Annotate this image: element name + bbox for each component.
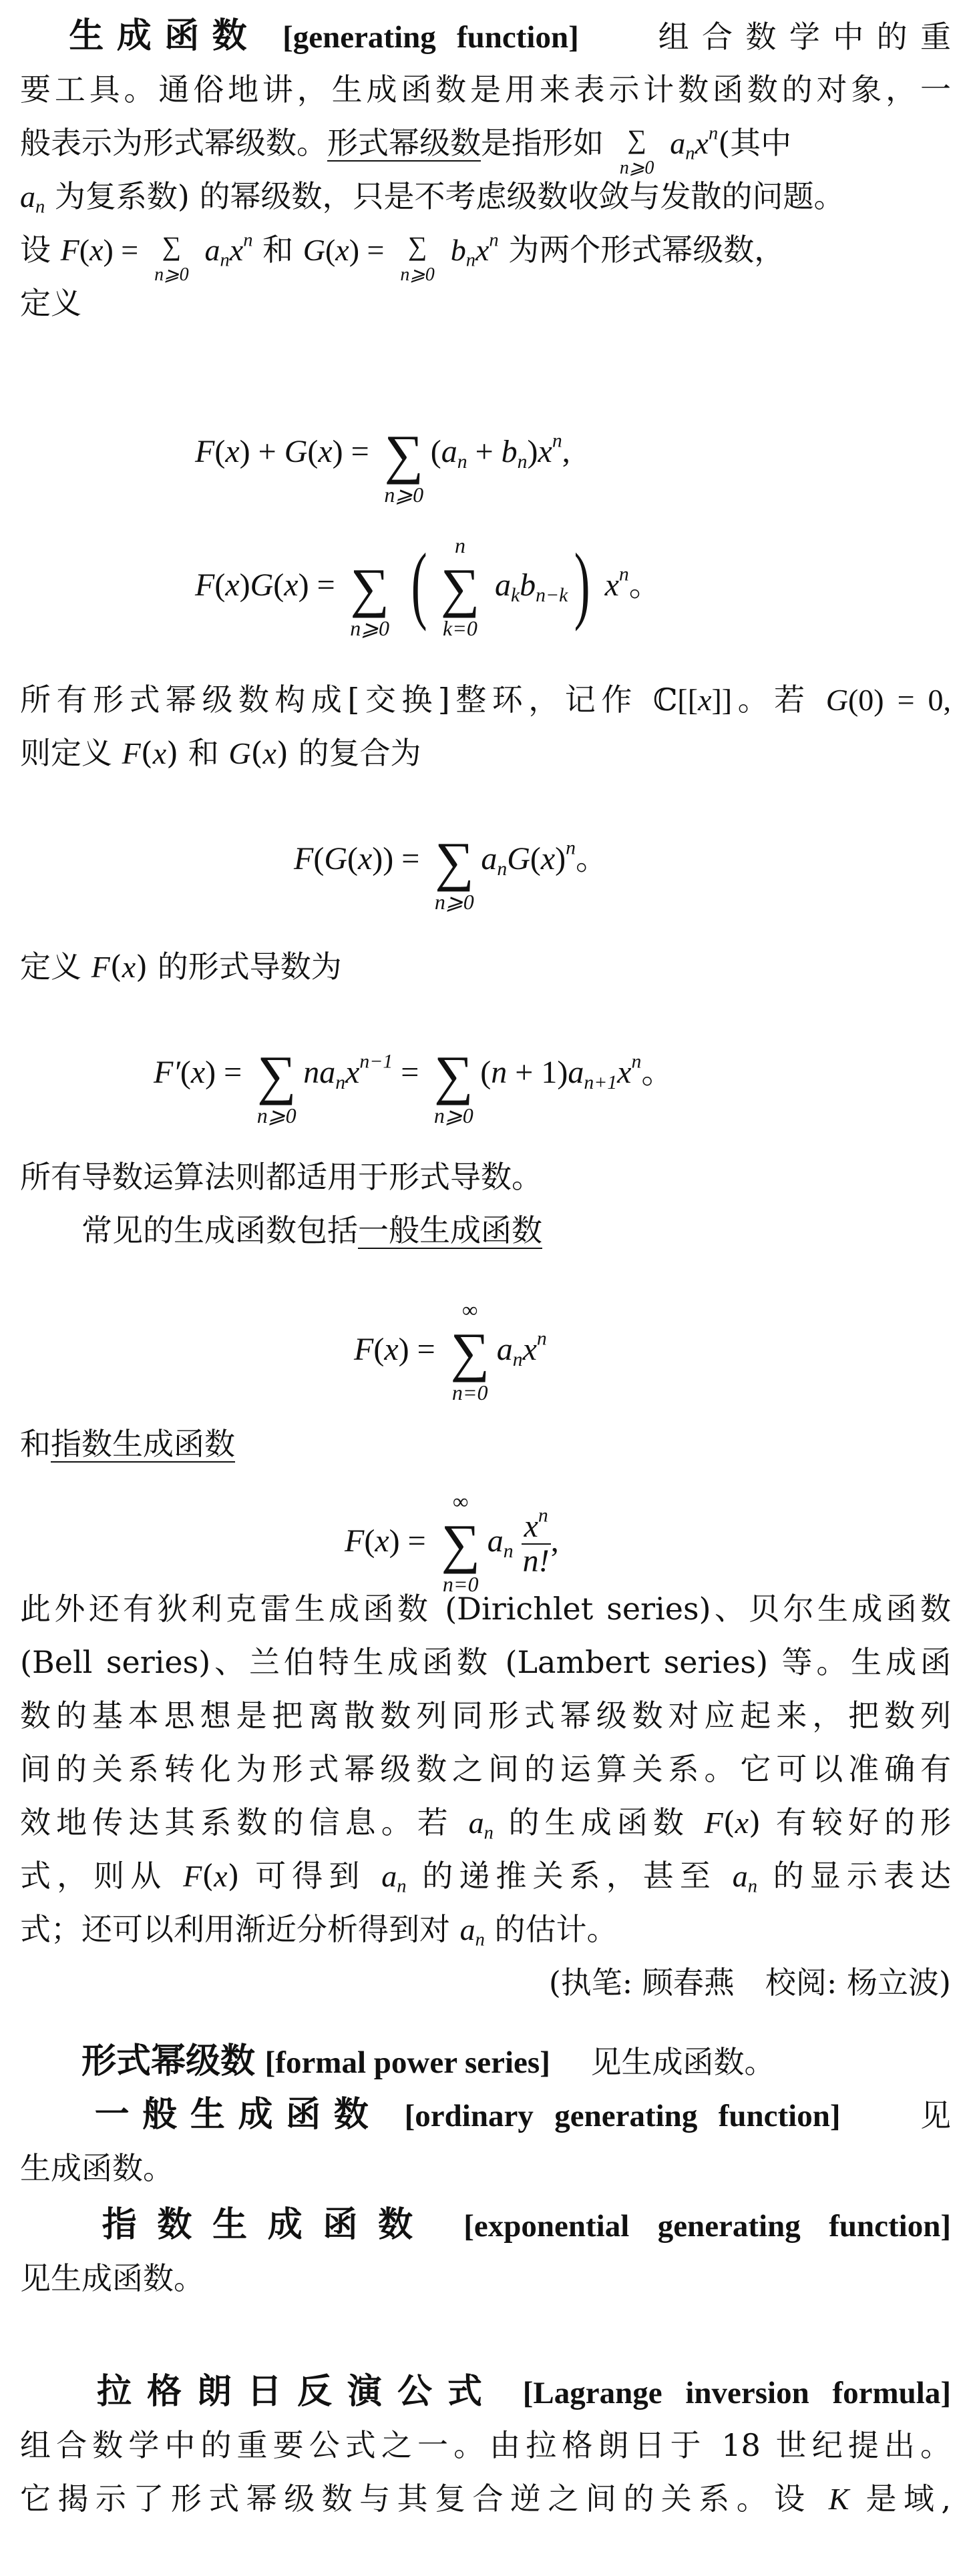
entry-title: 生成函数 [56, 16, 260, 56]
entry-text-line: (Bell series)、兰伯特生成函数 (Lambert series) 等。生成函 [20, 1644, 951, 1680]
entry-text-line: 它揭示了形式幂级数与其复合逆之间的关系。设 K 是域, [20, 2481, 952, 2517]
entry-text-line: 式；还可以利用渐近分析得到对 $a_n$ 的估计。 [20, 1911, 618, 1951]
entry-text-line [20, 2149, 951, 2187]
entry-text-line: 般表示为形式幂级数。形式幂级数是指形如 ∑ n⩾0 $a_nx^n$(其中 [20, 123, 792, 178]
entry-text-line: 常见的生成函数包括一般生成函数 [81, 1212, 542, 1248]
entry-text-line: 要工具。通俗地讲，生成函数是用来表示计数函数的对象，一 [20, 71, 951, 107]
entry-text-line [20, 2260, 951, 2297]
entry-text-line: 组合数学中的重要公式之一。由拉格朗日于 18 世纪提出。 [20, 2427, 951, 2463]
entry-title: 一般生成函数 [81, 2095, 382, 2135]
cross-reference-link[interactable]: 形式幂级数 [327, 125, 481, 161]
entry-text-line: 此外还有狄利克雷生成函数 (Dirichlet series)、贝尔生成函数 [20, 1591, 951, 1627]
entry-title: 形式幂级数 [81, 2041, 256, 2081]
entry-text-line: 定义 [20, 285, 81, 321]
entry-english-term: [exponential generating function] [463, 2209, 951, 2244]
equation-composition: F(G(x)) = ∑ n⩾0 $a_nG(x)^n$。 [294, 831, 608, 914]
author-signature: (执笔: 顾春燕 校阅: 杨立波) [548, 1965, 951, 2001]
entry-english-term: [Lagrange inversion formula] [522, 2376, 951, 2410]
equation-egf: F(x) = ∞ ∑ n=0 $a_n$ $\frac{x^n}{n!}$ , [345, 1489, 559, 1596]
entry-generating-function-line-1: 生成函数 [generating function] 组合数学中的重 [56, 16, 952, 56]
entry-text-line: 间的关系转化为形式幂级数之间的运算关系。它可以准确有 [20, 1751, 951, 1787]
entry-lagrange-inversion-formula [20, 2373, 951, 2412]
entry-text-line: 定义 F(x) 的形式导数为 [20, 949, 342, 985]
see-reference[interactable]: 生成函数。 [20, 2150, 174, 2186]
entry-text-line: 效地传达其系数的信息。若 $a_n$ 的生成函数 F(x) 有较好的形 [20, 1804, 952, 1844]
entry-title: 拉格朗日反演公式 [81, 2372, 498, 2412]
sum-symbol: ∑ n⩾0 [400, 231, 435, 285]
entry-exponential-generating-function [20, 2206, 951, 2245]
see-reference[interactable]: 见生成函数。 [590, 2044, 775, 2080]
entry-english-term: [generating function] [282, 20, 579, 55]
cross-reference-link[interactable]: 指数生成函数 [51, 1426, 235, 1462]
see-reference[interactable]: 见生成函数。 [20, 2260, 204, 2296]
entry-text-line: 式，则从 F(x) 可得到 $a_n$ 的递推关系，甚至 $a_n$ 的显示表达 [20, 1858, 952, 1897]
entry-text-line: 所有形式幂级数构成[交换]整环，记作 ℂ[[x]]。若 G(0) = 0, [20, 682, 952, 718]
entry-text-line: 数的基本思想是把离散数列同形式幂级数对应起来，把数列 [20, 1698, 951, 1734]
entry-text-line: 则定义 F(x) 和 G(x) 的复合为 [20, 735, 421, 771]
entry-text-line: 所有导数运算法则都适用于形式导数。 [20, 1159, 542, 1195]
entry-english-term: [ordinary generating function] [404, 2099, 841, 2133]
sum-symbol: ∑ n⩾0 [154, 231, 189, 285]
equation-product: F(x)G(x) = ∑ n⩾0 ( n ∑ k=0 $a_kb_{n-k}$) $x^n$。 [195, 533, 661, 640]
entry-english-term: [formal power series] [264, 2045, 550, 2080]
entry-title: 指数生成函数 [81, 2205, 433, 2245]
cross-reference-link[interactable]: 一般生成函数 [358, 1212, 542, 1248]
equation-sum: F(x) + G(x) = ∑ n⩾0 $(a_n + b_n)x^n$, [195, 424, 570, 507]
entry-text-line: 和指数生成函数 [20, 1426, 235, 1462]
entry-text-line: $a_n$ 为复系数) 的幂级数，只是不考虑级数收敛与发散的问题。 [20, 178, 845, 218]
equation-ogf: F(x) = ∞ ∑ n=0 $a_nx^n$ [354, 1298, 547, 1404]
sum-symbol: ∑ n⩾0 [619, 124, 654, 178]
entry-ordinary-generating-function: 一般生成函数 [ordinary generating function] 见 [81, 2095, 951, 2135]
entry-text-line: 设 F(x) = ∑ n⩾0 $a_nx^n$ 和 G(x) = ∑ n⩾0 $b_nx^n$ 为两个形式幂级数， [20, 230, 785, 285]
entry-formal-power-series [20, 2043, 951, 2081]
equation-derivative: F′(x) = ∑ n⩾0 $na_nx^{n-1}$ = ∑ n⩾0 $(n + 1)a_{n+1}x^n$。 [154, 1045, 674, 1127]
